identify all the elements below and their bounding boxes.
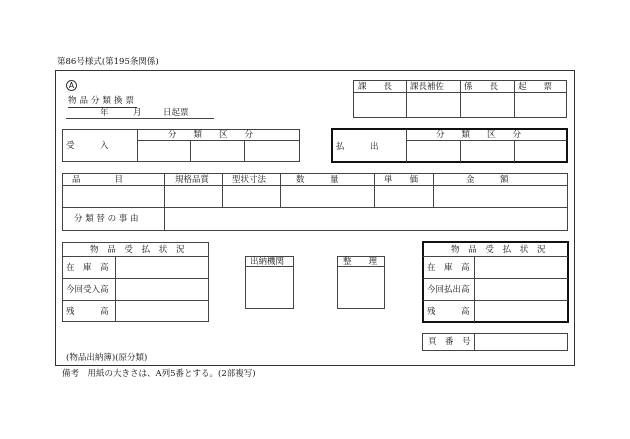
approval-header-deputy: 課長補佐 bbox=[410, 82, 445, 92]
status-right-paid-label: 今回払出高 bbox=[427, 285, 470, 295]
item-header-amount: 金 額 bbox=[466, 175, 509, 185]
circled-mark: A bbox=[66, 80, 77, 91]
status-right-paid-cell[interactable] bbox=[475, 279, 567, 300]
item-unit-price-cell[interactable] bbox=[375, 186, 433, 207]
form-title: 物品分類換票 bbox=[68, 96, 138, 106]
item-header-spec: 規格品質 bbox=[175, 175, 210, 185]
status-left-balance-cell[interactable] bbox=[116, 301, 208, 322]
item-amount-cell[interactable] bbox=[434, 186, 567, 207]
date-day: 日起票 bbox=[163, 108, 189, 118]
receive-class-cell-1[interactable] bbox=[138, 141, 190, 162]
approval-stamp-chief[interactable] bbox=[353, 92, 406, 118]
footer-note: (物品出納簿)(原分類) bbox=[66, 353, 148, 363]
form-id: 第86号様式(第195条関係) bbox=[57, 57, 159, 67]
item-spec-cell[interactable] bbox=[165, 186, 222, 207]
status-left-balance-label: 残 高 bbox=[66, 307, 109, 317]
payout-class-cell-2[interactable] bbox=[461, 141, 514, 162]
approval-stamp-section[interactable] bbox=[460, 92, 514, 118]
date-month: 月 bbox=[133, 108, 142, 118]
page-number-label: 頁 番 号 bbox=[428, 337, 471, 347]
item-header-name: 品 目 bbox=[72, 175, 124, 185]
payout-label: 払 出 bbox=[336, 142, 379, 152]
payout-class-header: 分 類 区 分 bbox=[436, 130, 522, 140]
status-left-stock-cell[interactable] bbox=[116, 257, 208, 278]
status-left-received-label: 今回受入高 bbox=[66, 285, 109, 295]
status-left-title: 物 品 受 払 状 況 bbox=[90, 245, 188, 255]
approval-header-section: 係 長 bbox=[464, 82, 499, 92]
approval-stamp-deputy[interactable] bbox=[406, 92, 460, 118]
receive-class-cell-2[interactable] bbox=[191, 141, 244, 162]
status-right-stock-cell[interactable] bbox=[475, 257, 567, 278]
item-quantity-cell[interactable] bbox=[281, 186, 374, 207]
item-header-dimension: 型状寸法 bbox=[232, 175, 267, 185]
reason-cell[interactable] bbox=[165, 208, 567, 230]
status-right-title: 物 品 受 払 状 況 bbox=[451, 245, 549, 255]
approval-header-chief: 課 長 bbox=[358, 82, 393, 92]
reason-label: 分 類 替 の 事 由 bbox=[74, 214, 139, 224]
approval-stamp-drafter[interactable] bbox=[514, 92, 567, 118]
page-number-cell[interactable] bbox=[475, 334, 567, 350]
payout-class-cell-1[interactable] bbox=[407, 141, 460, 162]
receive-label: 受 入 bbox=[66, 141, 109, 151]
item-header-unit-price: 単 価 bbox=[384, 175, 419, 185]
item-dimension-cell[interactable] bbox=[223, 186, 280, 207]
agency-label: 出納機関 bbox=[250, 257, 285, 267]
status-right-stock-label: 在 庫 高 bbox=[427, 263, 470, 273]
date-underline bbox=[66, 118, 214, 119]
seiri-label: 整 理 bbox=[343, 257, 378, 267]
status-left-stock-label: 在 庫 高 bbox=[66, 263, 109, 273]
remarks: 備考 用紙の大きさは、A列5番とする。(2部複写) bbox=[62, 369, 256, 379]
status-right-balance-cell[interactable] bbox=[475, 301, 567, 322]
status-left-received-cell[interactable] bbox=[116, 279, 208, 300]
date-year: 年 bbox=[100, 108, 109, 118]
receive-class-header: 分 類 区 分 bbox=[168, 130, 254, 140]
item-header-quantity: 数 量 bbox=[296, 175, 339, 185]
status-right-balance-label: 残 高 bbox=[427, 307, 470, 317]
item-name-cell[interactable] bbox=[63, 186, 164, 207]
approval-header-drafter: 起 票 bbox=[518, 82, 553, 92]
payout-class-cell-3[interactable] bbox=[515, 141, 567, 162]
receive-class-cell-3[interactable] bbox=[245, 141, 299, 162]
